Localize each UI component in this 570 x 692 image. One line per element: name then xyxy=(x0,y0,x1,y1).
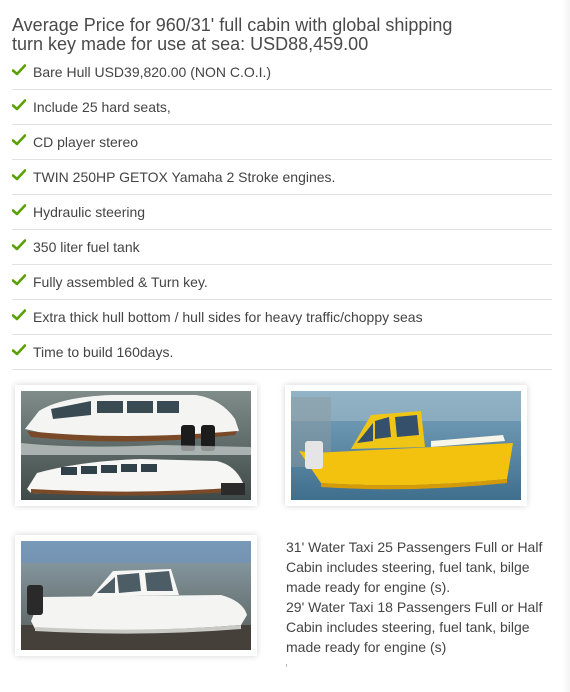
feature-text: Fully assembled & Turn key. xyxy=(33,274,208,290)
feature-item xyxy=(12,265,552,300)
page-edge-shadow xyxy=(562,0,570,692)
checkmark-icon xyxy=(12,238,26,252)
boat-photo-yellow-cabin-image xyxy=(291,391,521,500)
checkmark-icon xyxy=(12,63,26,77)
page-headline xyxy=(12,16,552,54)
checkmark-icon xyxy=(12,343,26,357)
feature-item xyxy=(12,195,552,230)
feature-item xyxy=(12,90,552,125)
feature-text: 350 liter fuel tank xyxy=(33,239,140,255)
feature-text: Bare Hull USD39,820.00 (NON C.O.I.) xyxy=(33,64,272,80)
checkmark-icon xyxy=(12,308,26,322)
boat-photo-yellow-cabin[interactable] xyxy=(285,385,527,506)
feature-item xyxy=(12,125,552,160)
description-paragraph-2: 29' Water Taxi 18 Passengers Full or Half Cabin includes steering, fuel tank, bilge made ready for engine (s) xyxy=(286,599,543,655)
text-cursor-mark xyxy=(286,664,287,667)
feature-text: Hydraulic steering xyxy=(33,204,146,220)
feature-text: Include 25 hard seats, xyxy=(33,99,171,115)
feature-text: CD player stereo xyxy=(33,134,139,150)
feature-item xyxy=(12,335,552,370)
checkmark-icon xyxy=(12,273,26,287)
feature-item xyxy=(12,300,552,335)
boat-photo-white-cabin-image xyxy=(21,541,251,650)
feature-text: TWIN 250HP GETOX Yamaha 2 Stroke engines. xyxy=(33,169,336,185)
feature-item xyxy=(12,160,552,195)
boat-description xyxy=(286,537,544,657)
feature-item xyxy=(12,55,552,90)
headline-line-1: Average Price for 960/31' full cabin with global shipping xyxy=(12,15,453,35)
checkmark-icon xyxy=(12,203,26,217)
feature-item xyxy=(12,230,552,265)
headline-line-2: turn key made for use at sea: USD88,459.00 xyxy=(12,34,369,54)
checkmark-icon xyxy=(12,98,26,112)
feature-text: Extra thick hull bottom / hull sides for heavy traffic/choppy seas xyxy=(33,309,423,325)
boat-photo-white-taxi-image xyxy=(21,391,251,500)
feature-list xyxy=(12,55,552,370)
description-paragraph-1: 31' Water Taxi 25 Passengers Full or Half Cabin includes steering, fuel tank, bilge made ready for engine (s). xyxy=(286,539,543,595)
feature-text: Time to build 160days. xyxy=(33,344,174,360)
checkmark-icon xyxy=(12,133,26,147)
boat-photo-white-cabin[interactable] xyxy=(15,535,257,656)
boat-photo-white-taxi[interactable] xyxy=(15,385,257,506)
checkmark-icon xyxy=(12,168,26,182)
